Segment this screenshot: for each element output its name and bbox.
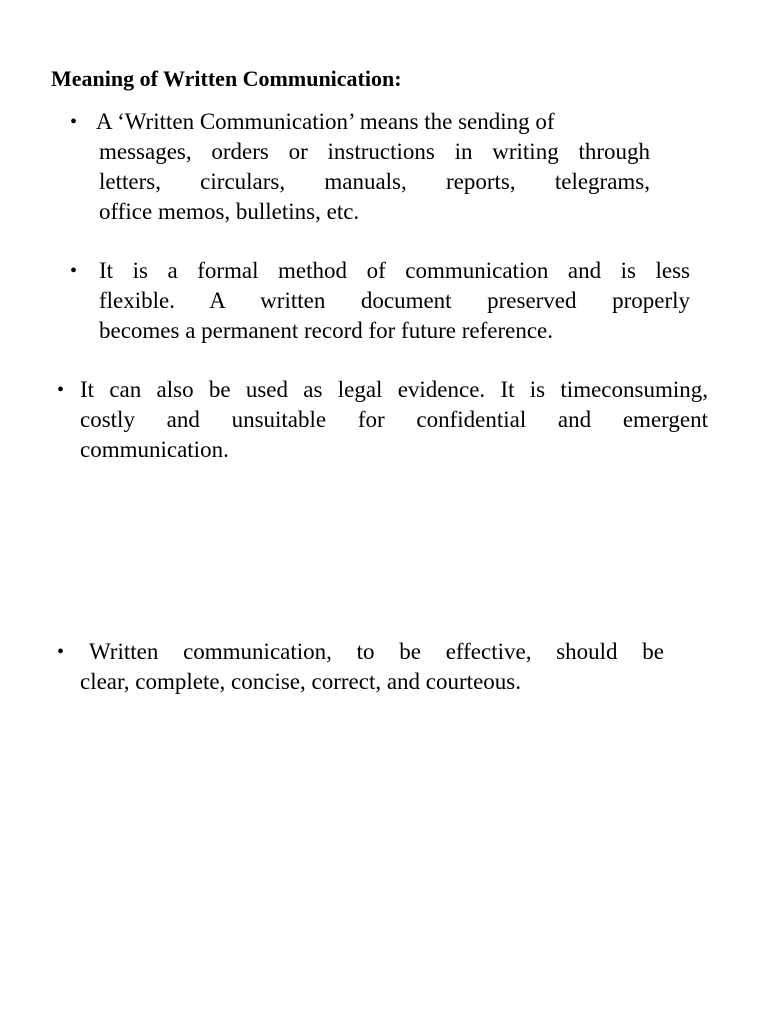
bullet-item xyxy=(57,637,664,697)
bullet-line: becomes a permanent record for future reference. xyxy=(99,318,553,343)
bullet-icon: • xyxy=(57,379,65,401)
bullet-line: clear, complete, concise, correct, and courteous. xyxy=(80,669,521,694)
bullet-line: letters, circulars, manuals, reports, telegrams, xyxy=(99,169,650,194)
bullet-line: costly and unsuitable for confidential and emergent xyxy=(80,407,708,432)
bullet-item xyxy=(70,107,650,227)
bullet-line: flexible. A written document preserved properly xyxy=(99,288,690,313)
bullet-icon: • xyxy=(70,260,78,282)
bullet-icon: • xyxy=(57,641,65,663)
bullet-line: communication. xyxy=(80,437,229,462)
bullet-line: messages, orders or instructions in writing through xyxy=(99,139,650,164)
bullet-line: office memos, bulletins, etc. xyxy=(99,199,360,224)
bullet-item xyxy=(70,256,690,346)
bullet-line: A ‘Written Communication’ means the sending of xyxy=(96,109,555,134)
bullet-icon: • xyxy=(70,111,78,133)
bullet-line: It can also be used as legal evidence. It is timeconsuming, xyxy=(80,377,708,402)
bullet-line: Written communication, to be effective, should be xyxy=(89,639,664,664)
bullet-item xyxy=(57,375,708,465)
page-title: Meaning of Written Communication: xyxy=(51,66,402,91)
bullet-line: It is a formal method of communication and is less xyxy=(99,258,690,283)
